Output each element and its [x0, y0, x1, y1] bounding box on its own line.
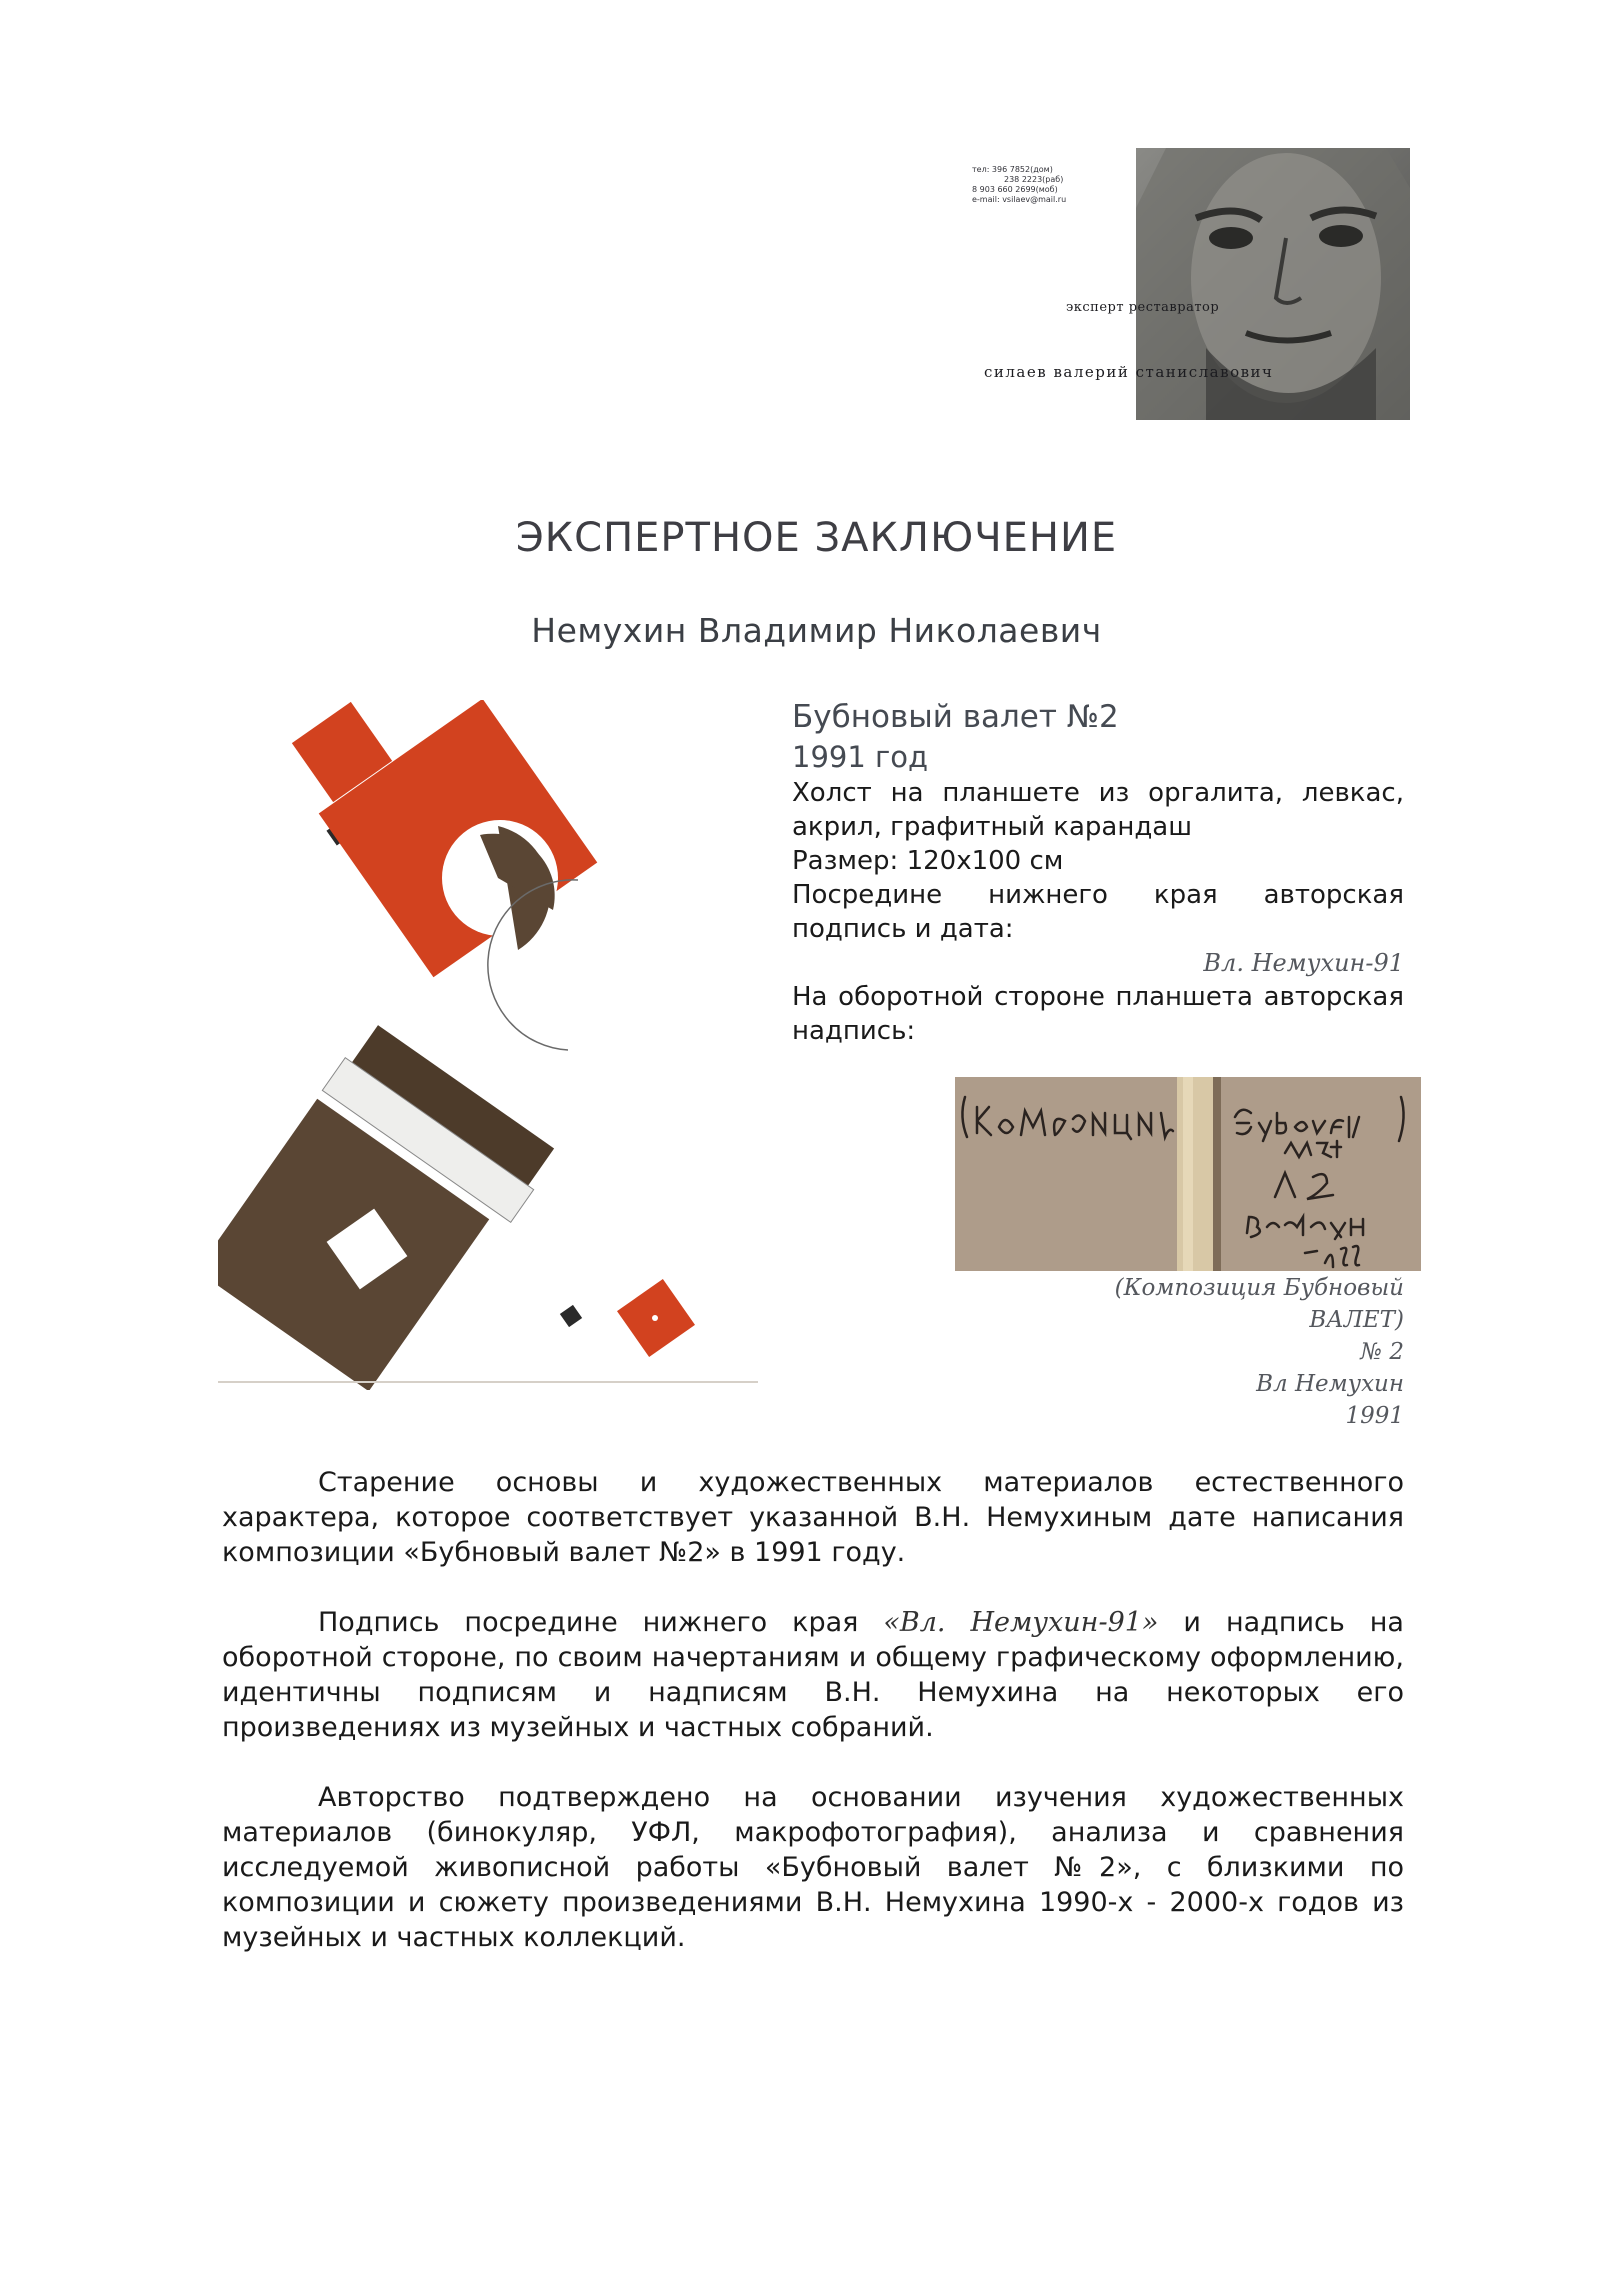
work-size: Размер: 120х100 см	[792, 846, 1064, 876]
contact-line: 238 2223(раб)	[1004, 175, 1064, 184]
signature-quote: «Вл. Немухин-91»	[883, 1607, 1159, 1638]
signature-intro: Посредине нижнего края авторская подпись и дата:	[792, 880, 1404, 944]
paragraph-text: Старение основы и художественных материалов естественного характера, которое соответствует указанной В.Н. Немухиным дате написания композиции «Бубновый валет №2» в 1991 году.	[222, 1467, 1404, 1568]
work-title: Бубновый валет №2	[792, 699, 1119, 735]
artist-name: Немухин Владимир Николаевич	[531, 611, 1102, 650]
document-title: ЭКСПЕРТНОЕ ЗАКЛЮЧЕНИЕ	[515, 515, 1118, 561]
signature-text: Вл. Немухин-91	[1203, 949, 1404, 977]
contact-line: тел: 396 7852(дом)	[972, 165, 1053, 174]
back-inscription-image	[955, 1077, 1421, 1271]
work-info	[792, 696, 1404, 1048]
paragraph-text: Подпись посредине нижнего края	[318, 1607, 884, 1638]
expert-name: силаев валерий станиславович	[984, 363, 1274, 381]
paragraph-text: и надпись на оборотной стороне, по своим начертаниям и общему графическому оформлению, идентичны подписям и надписям В.Н. Немухина на некоторых его произведениях из музейных и частных собраний.	[222, 1607, 1404, 1743]
paragraph-signature	[222, 1605, 1404, 1745]
back-inscription-intro: На оборотной стороне планшета авторская надпись:	[792, 982, 1404, 1046]
caption-line: ВАЛЕТ)	[1309, 1307, 1404, 1333]
paragraph-aging	[222, 1465, 1404, 1570]
expert-role: эксперт реставратор	[1066, 300, 1220, 315]
caption-line: Вл Немухин	[1256, 1371, 1404, 1397]
caption-line: 1991	[1345, 1403, 1404, 1429]
contact-info	[972, 165, 1107, 205]
contact-line: 8 903 660 2699(моб)	[972, 185, 1058, 194]
caption-line: (Композиция Бубновый	[1114, 1275, 1404, 1301]
paragraph-text: Авторство подтверждено на основании изучения художественных материалов (бинокуляр, УФЛ, макрофотография), анализа и сравнения исследуемой живописной работы «Бубновый валет №2», с близкими по композиции и сюжету произведениями В.Н. Немухина 1990-х - 2000-х годов из музейных и частных коллекций.	[222, 1782, 1404, 1953]
contact-line: e-mail: vsilaev@mail.ru	[972, 195, 1067, 204]
caption-line: № 2	[1360, 1339, 1404, 1365]
back-inscription-caption	[1000, 1272, 1404, 1432]
artwork-image	[218, 700, 758, 1390]
work-medium: Холст на планшете из оргалита, левкас, акрил, графитный карандаш	[792, 778, 1404, 842]
paragraph-authorship	[222, 1780, 1404, 1955]
work-year: 1991 год	[792, 740, 929, 774]
